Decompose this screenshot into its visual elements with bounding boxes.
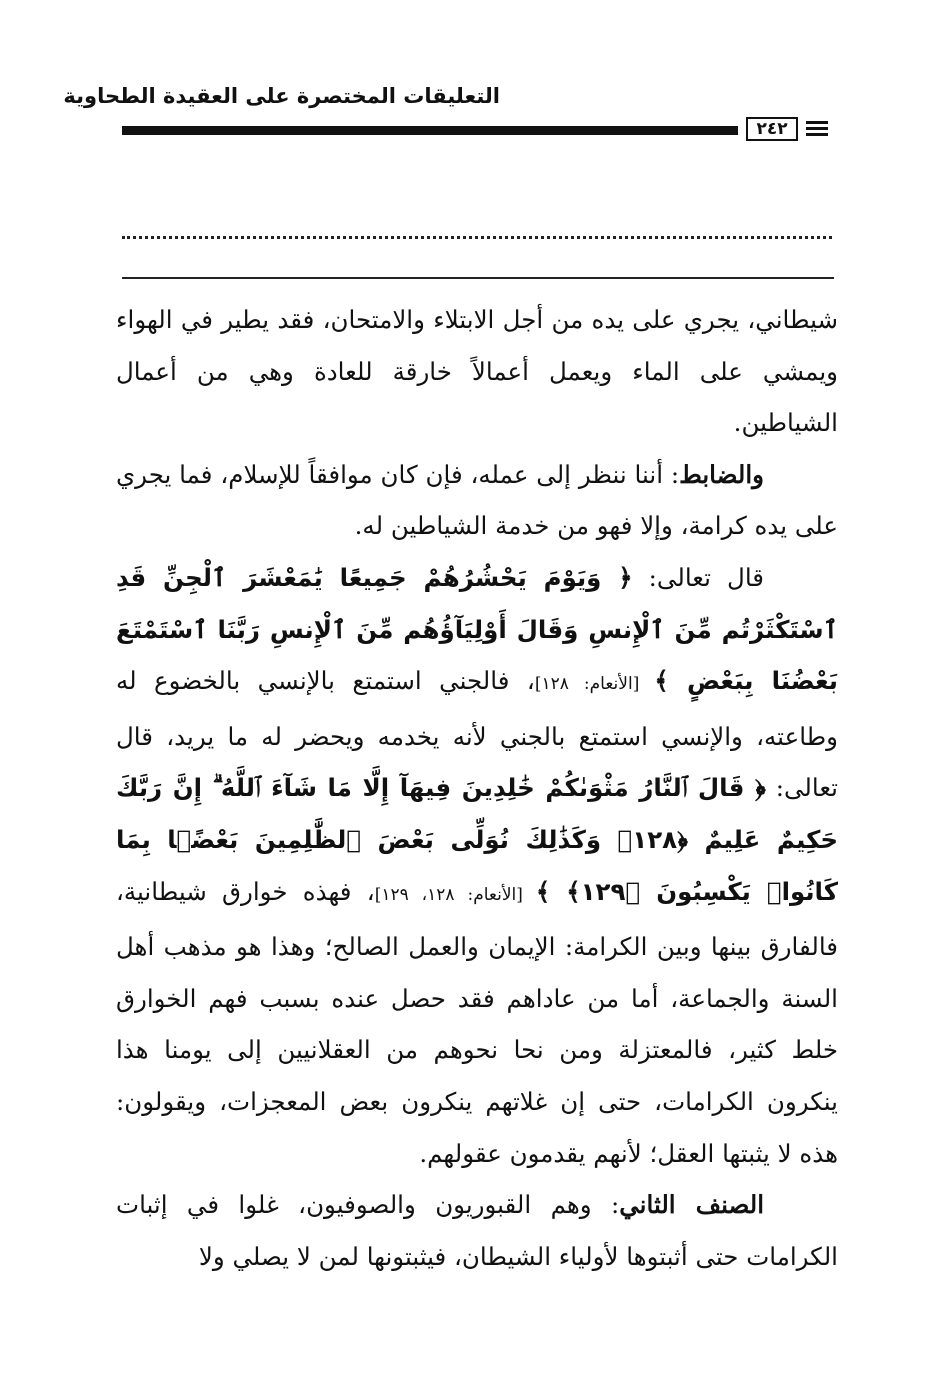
verse-reference-1: [الأنعام: ١٢٨] — [534, 674, 655, 695]
running-header-title: التعليقات المختصرة على العقيدة الطحاوية — [63, 84, 500, 108]
page-number-ornament-top — [806, 121, 828, 124]
paragraph-2-text: : أننا ننظر إلى عمله، فإن كان موافقاً للإسلام، فما يجري على يده كرامة، وإلا فهو من خدمة الشياطين له. — [116, 459, 838, 541]
paragraph-4 — [116, 1179, 838, 1282]
paragraph-3-intro: قال تعالى: — [632, 562, 764, 592]
dotted-separator — [122, 236, 832, 239]
header-rule — [122, 126, 738, 135]
paragraph-4-lead: الصنف الثاني — [619, 1190, 764, 1220]
paragraph-3-text-2: ، فهذه خوارق شيطانية، فالفارق بينها وبين الكرامة: الإيمان والعمل الصالح؛ وهذا هو مذهب أهل السنة والجماعة، أما من عاداهم فقد حصل عنده بسبب فهم الخوارق خلط كثير، فالمعتزلة ومن نحا نحوهم من العقلانيين إلى يومنا هذا ينكرون الكرامات، حتى إن غلاتهم ينكرون بعض المعجزات، ويقولون: هذه لا يثبتها العقل؛ لأنهم يقدمون عقولهم. — [116, 876, 838, 1168]
section-rule — [122, 277, 834, 279]
body-text — [116, 294, 838, 1282]
paragraph-3-text-1: ، فالجني استمتع بالإنسي بالخضوع له وطاعته، والإنسي استمتع بالجني لأنه يخدمه ويحضر له ما يريد، قال تعالى: — [116, 666, 838, 803]
paragraph-4-text: : وهم القبوريون والصوفيون، غلوا في إثبات الكرامات حتى أثبتوها لأولياء الشيطان، فيثبتونها لمن لا يصلي ولا — [116, 1190, 838, 1271]
quran-verse-2: ﴿ قَالَ ٱلنَّارُ مَثْوَىٰكُمْ خَٰلِدِينَ فِيهَآ إِلَّا مَا شَآءَ ٱللَّهُ ۗ إِنَّ رَبَّكَ حَكِيمٌ عَلِيمٌ ﴿١٢٨﴾ وَكَذَٰلِكَ نُوَلِّى بَعْضَ ٱلظَّٰلِمِينَ بَعْضًۢا بِمَا كَانُوا۟ يَكْسِبُونَ ﴿١٢٩﴾ ﴾ — [116, 773, 838, 906]
paragraph-2 — [116, 449, 838, 552]
verse-reference-2: [الأنعام: ١٢٨، ١٢٩] — [374, 884, 536, 905]
paragraph-1: شيطاني، يجري على يده من أجل الابتلاء والامتحان، فقد يطير في الهواء ويمشي على الماء ويعمل أعمالاً خارقة للعادة وهي من أعمال الشياطين. — [116, 305, 838, 438]
paragraph-3 — [116, 552, 838, 1179]
page-number-ornament-middle — [806, 127, 828, 130]
paragraph-2-lead: والضابط — [679, 459, 764, 489]
page-number-ornament-bottom — [806, 133, 828, 136]
page-number: ٢٤٢ — [746, 117, 798, 141]
quran-verse-1: ﴿ وَيَوْمَ يَحْشُرُهُمْ جَمِيعًا يَٰمَعْشَرَ ٱلْجِنِّ قَدِ ٱسْتَكْثَرْتُم مِّنَ ٱلْإِنسِ وَقَالَ أَوْلِيَآؤُهُم مِّنَ ٱلْإِنسِ رَبَّنَا ٱسْتَمْتَعَ بَعْضُنَا بِبَعْضٍ ﴾ — [116, 562, 838, 696]
